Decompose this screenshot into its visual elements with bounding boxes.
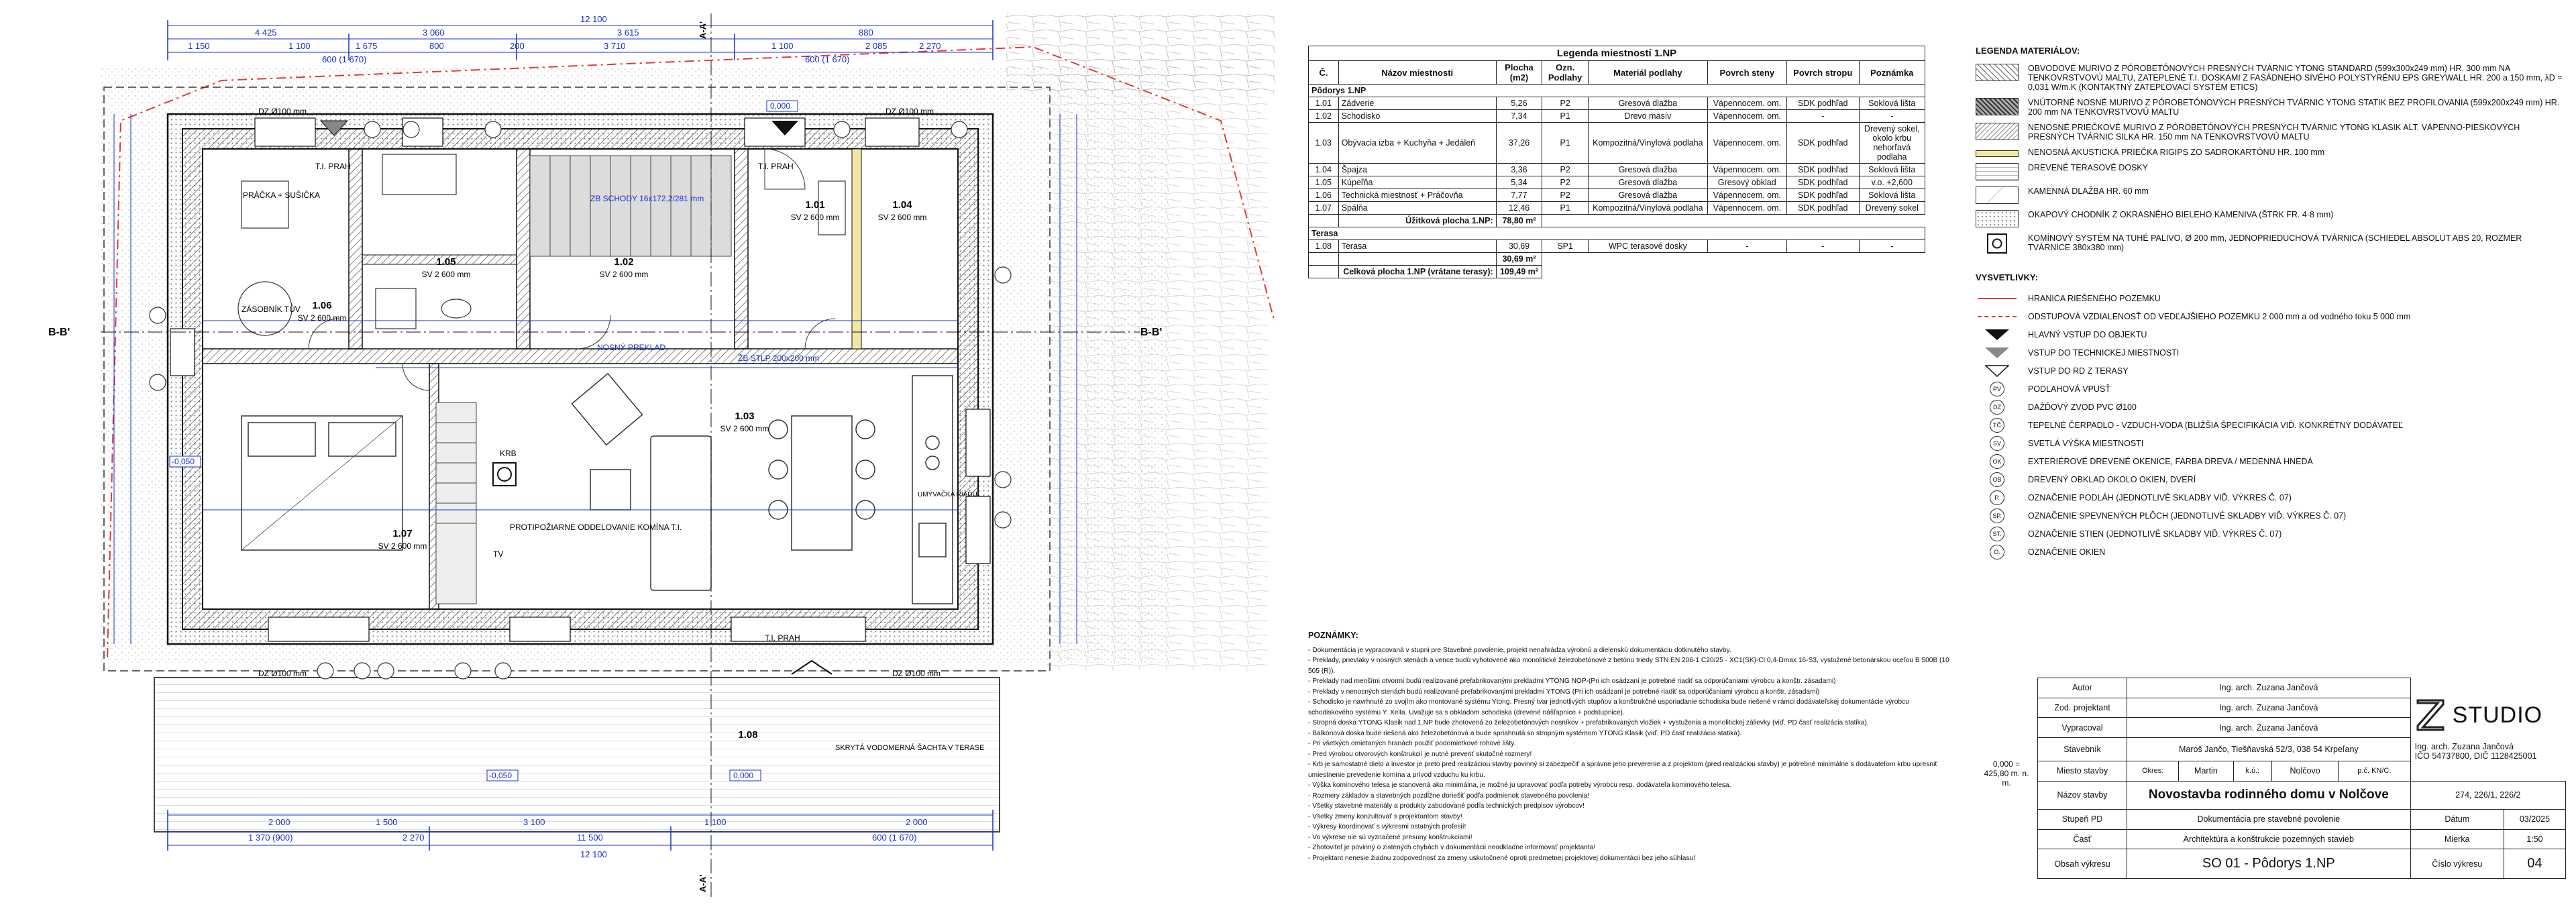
annotation-washer: PRÁČKA + SUŠIČKA — [243, 191, 321, 200]
room-number-1-06: 1.06 — [312, 300, 332, 311]
table-cell: P2 — [1542, 164, 1589, 176]
tb-value: 274, 226/1, 226/2 — [2410, 781, 2565, 809]
symbol-code-badge: DZ — [1990, 400, 2004, 415]
symbol-code-badge: TČ — [1990, 418, 2004, 433]
tech-entrance-icon — [1985, 347, 2009, 358]
section-mark-a-bottom: A-A' — [698, 874, 708, 892]
swatch-bearing-wall — [1976, 98, 2019, 115]
tb-value: Dokumentácia pre stavebné povolenie — [2127, 809, 2411, 829]
table-cell: v.o. +2,600 — [1859, 176, 1925, 189]
tb-label: Miesto stavby — [2038, 761, 2127, 782]
dim-text: 1 500 — [376, 817, 398, 827]
note-item: - Výška kominového telesa je stanovená ako minimálna, je možné ju upravovať podľa potreby výrobcu resp. dodávateľa kominového telesa. — [1308, 782, 1731, 789]
legend-item — [1976, 309, 2566, 325]
swatch-partition-wall — [1976, 123, 2019, 140]
legend-text: OBVODOVÉ MURIVO Z PÓROBETÓNOVÝCH PRESNÝCH TVÁRNIC YTONG STANDARD (599x300x249 mm) HR. 300 mm NA TENKOVRSTVOVÚ MALTU, ZATEPLENÉ T.I. DOSKAMI Z FASÁDNEHO SIVÉHO POLYSTYRÉNU EPS GREYWALL HR. 200 a 150 mm, λD = 0,031 W/m.K (KONTAKTNÝ ZATEPĽOVACÍ SYSTÉM ETICS) — [2028, 64, 2563, 92]
room-number-1-07: 1.07 — [392, 528, 413, 539]
annotation-downpipe: DZ Ø100 mm — [258, 669, 307, 678]
studio-logo — [2410, 678, 2565, 782]
section-mark-b-right: B-B' — [1140, 327, 1163, 338]
table-cell: Schodisko — [1338, 110, 1496, 123]
materials-title: LEGENDA MATERIÁLOV: — [1976, 46, 2080, 56]
table-cell: Soklová lišta — [1859, 97, 1925, 110]
dim-text: 4 425 — [255, 28, 277, 38]
note-item: - Dokumentácia je vypracovaná v stupni pre Stavebné povolenie, projekt nenahrádza výrobnú a dielenskú dokumentáciu dotknutého stavby. — [1308, 646, 1731, 654]
dim-text: 1 370 (900) — [248, 833, 293, 843]
annotation-threshold: T.I. PRAH — [765, 633, 800, 643]
note-item: - Projektant nenesie žiadnu zodpovednosť za zmeny uskutočnené oproti predmetnej projektovej dokumentácii bez jeho súhlasu! — [1308, 854, 1695, 862]
legend-item — [1976, 210, 2566, 227]
legend-item — [1976, 163, 2566, 180]
legend-text: NENOSNÁ AKUSTICKÁ PRIEČKA RIGIPS ZO SADROKARTÓNU HR. 100 mm — [2028, 148, 2325, 157]
tb-label: Dátum — [2410, 809, 2504, 829]
legend-text: PODLAHOVÁ VPUSŤ — [2028, 384, 2110, 394]
table-cell: SDK podhľad — [1786, 97, 1859, 110]
partition-wall — [349, 149, 362, 349]
legend-item — [1976, 490, 2566, 506]
note-item: - Vo výkrese nie sú vyznačené presuny konštrukciami! — [1308, 833, 1472, 841]
tb-label: Okres: — [2127, 761, 2179, 782]
legend-text: DREVENÝ OBKLAD OKOLO OKIEN, DVERÍ — [2028, 475, 2196, 484]
table-cell: Drevený sokel, okolo krbu nehorľavá podlaha — [1859, 123, 1925, 164]
tb-label: p.č. KN/C: — [2339, 761, 2411, 782]
sheet-content: SO 01 - Pôdorys 1.NP — [2127, 849, 2411, 879]
col-header: Povrch stropu — [1786, 61, 1859, 85]
table-cell: Drevo masív — [1589, 110, 1708, 123]
room-number-1-08: 1.08 — [738, 729, 758, 741]
tb-label: Zod. projektant — [2038, 698, 2127, 718]
table-cell: Obývacia izba + Kuchyňa + Jedáleň — [1338, 123, 1496, 164]
table-cell: Zádverie — [1338, 97, 1496, 110]
dim-text: 600 (1 670) — [872, 833, 917, 843]
table-cell: SDK podhľad — [1786, 189, 1859, 202]
section-mark-a-top: A-A' — [698, 21, 708, 39]
col-header: Materiál podlahy — [1589, 61, 1708, 85]
annotation-downpipe: DZ Ø100 mm — [885, 107, 934, 116]
note-item: - Stropná doska YTONG Klasik nad 1.NP bude zhotovená zo železobetónových nosníkov + prefabrikovaných vložiek + vystuženia a monolitickej zálievky (viď. PD časť realizácia statika). — [1308, 719, 1869, 727]
legend-text: OZNAČENIE STIEN (JEDNOTLIVÉ SKLADBY VIĎ. VÝKRES Č. 07) — [2028, 529, 2282, 539]
legend-item — [1976, 453, 2566, 470]
level-marker: 0,000 — [770, 101, 791, 111]
legend-item — [1976, 123, 2566, 142]
symbol-code-badge: SV — [1990, 436, 2004, 451]
tb-value: Ing. arch. Zuzana Jančová — [2127, 698, 2411, 718]
note-item: - Krb je samostatné dielo a investor je preto pred realizáciou stavby povinný si zabezpečiť a správne jeho preverenie a z projektom (pred realizáciou stavby) je potrebné minimálne s dodávateľom krbu upresniť umiestnenie prevedenie komína a prívod vzduchu ku krbu. — [1308, 761, 1938, 779]
annotation-water-meter: SKRYTÁ VODOMERNÁ ŠACHTA V TERASE — [835, 744, 985, 752]
col-header: Povrch steny — [1707, 61, 1786, 85]
level-marker: 0,000 — [733, 771, 754, 780]
total-value: 109,49 m² — [1496, 266, 1542, 278]
dim-text: 1 100 — [288, 41, 311, 51]
tb-label: Stupeň PD — [2038, 809, 2127, 829]
notes-title: POZNÁMKY: — [1308, 631, 1358, 640]
legend-text: VSTUP DO TECHNICKEJ MIESTNOSTI — [2028, 348, 2180, 358]
partition-wall — [517, 149, 530, 349]
note-item: - Pri všetkých omietaných hranách použiť podomietkové rohové lišty. — [1308, 740, 1516, 747]
table-cell: P1 — [1542, 123, 1589, 164]
dim-text: 2 000 — [906, 817, 928, 827]
title-block — [1976, 678, 2566, 879]
table-cell: Drevený sokel — [1859, 202, 1925, 215]
table-cell: WPC terasové dosky — [1589, 240, 1708, 253]
table-cell: 1.06 — [1309, 189, 1339, 202]
annotation-threshold: T.I. PRAH — [315, 162, 351, 171]
tb-label: Stavebník — [2038, 737, 2127, 761]
annotation-lintel: NOSNÝ PREKLAD — [597, 343, 666, 352]
level-marker: -0,050 — [489, 771, 513, 780]
partition-wall — [735, 149, 748, 349]
table-cell: Vápennocem. om. — [1707, 189, 1786, 202]
tb-value: Maroš Jančo, Tiešňavská 52/3, 038 54 Krpeľany — [2127, 737, 2411, 761]
table-cell: SDK podhľad — [1786, 164, 1859, 176]
swatch-gravel — [1976, 210, 2019, 227]
note-item: - Preklady v nenosných stenách budú realizované prefabrikovanými prekladmi YTONG (Pri ich osádzaní je potrebné riadiť sa odporúčaniami výrobcu a konštr. zásadami) — [1308, 688, 1820, 696]
table-cell: 5,26 — [1496, 97, 1542, 110]
legend-item — [1976, 435, 2566, 451]
table-row — [1309, 164, 1925, 176]
symbol-code-badge: O. — [1990, 545, 2004, 559]
table-cell: Vápennocem. om. — [1707, 110, 1786, 123]
logo-text: STUDIO — [2452, 702, 2543, 728]
table-cell: Terasa — [1338, 240, 1496, 253]
table-cell: P1 — [1542, 110, 1589, 123]
legend-item — [1976, 472, 2566, 488]
legend-text: HRANICA RIEŠENÉHO POZEMKU — [2028, 294, 2161, 303]
table-cell: P2 — [1542, 189, 1589, 202]
section-mark-b-left: B-B' — [48, 327, 70, 338]
table-cell: 3,36 — [1496, 164, 1542, 176]
table-cell: 1.07 — [1309, 202, 1339, 215]
dim-text: 2 000 — [268, 817, 290, 827]
total-label: Celková plocha 1.NP (vrátane terasy): — [1338, 266, 1496, 278]
annotation-fireplace: KRB — [500, 449, 517, 458]
dim-text: 1 150 — [188, 41, 210, 51]
dim-text: 800 — [429, 41, 444, 51]
legend-item — [1976, 381, 2566, 397]
z-logo-icon — [2415, 698, 2446, 733]
room-legend-table — [1308, 46, 1925, 278]
legend-item — [1976, 544, 2566, 560]
table-cell: Spálňa — [1338, 202, 1496, 215]
note-item: - Zhotoviteľ je povinný o zistených chybách v dokumentácii neodkladne informovať projektanta! — [1308, 844, 1596, 851]
terrace-sum: 30,69 m² — [1496, 253, 1542, 266]
table-cell: SDK podhľad — [1786, 202, 1859, 215]
table-cell: SDK podhľad — [1786, 123, 1859, 164]
room-number-1-01: 1.01 — [805, 199, 825, 211]
table-cell: Gresová dlažba — [1589, 164, 1708, 176]
table-cell: Kompozitná/Vinylová podlaha — [1589, 123, 1708, 164]
legend-item — [1976, 417, 2566, 433]
tb-value: Ing. arch. Zuzana Jančová — [2127, 718, 2411, 738]
legend-item — [1976, 508, 2566, 524]
annotation-downpipe: DZ Ø100 mm — [258, 107, 307, 116]
legend-text: VNÚTORNÉ NOSNÉ MURIVO Z PÓROBETÓNOVÝCH PRESNÝCH TVÁRNIC YTONG STATIK BEZ PROFILOVANIA (599x200x249 mm) HR. 200 mm NA TENKOVRSTVOVÚ MALTU — [2028, 98, 2560, 117]
tb-label: k.ú.: — [2233, 761, 2272, 782]
col-header: Poznámka — [1859, 61, 1925, 85]
tb-label: Mierka — [2410, 829, 2504, 849]
dim-text: 3 100 — [523, 817, 545, 827]
table-cell: - — [1786, 240, 1859, 253]
symbol-code-badge: SP. — [1990, 508, 2004, 523]
tb-value: 1:50 — [2504, 829, 2565, 849]
table-row — [1309, 97, 1925, 110]
dim-text: 3 060 — [423, 28, 445, 38]
dim-text: 600 (1 670) — [322, 54, 367, 64]
table-cell: Kompozitná/Vinylová podlaha — [1589, 202, 1708, 215]
legend-panel — [1976, 46, 2566, 562]
legend-item — [1976, 233, 2566, 254]
section-header: Terasa — [1309, 227, 1925, 240]
legend-text: KOMÍNOVÝ SYSTÉM NA TUHÉ PALIVO, Ø 200 mm, JEDNOPRIEDUCHOVÁ TVÁRNICA (SCHIEDEL ABSOLUT ABS 20, ROZMER TVÁRNICE 380x380 mm) — [2028, 233, 2522, 252]
annotation-column: ŽB STLP 200x200 mm — [738, 354, 820, 363]
table-cell: P1 — [1542, 202, 1589, 215]
swatch-external-wall — [1976, 64, 2019, 81]
symbols-title: VYSVETLIVKY: — [1976, 272, 2038, 282]
internal-bearing-wall — [203, 349, 958, 364]
note-item: - Všetky stavebné materiály a produkty zabudované podľa technických predpisov výrobcov! — [1308, 802, 1585, 810]
table-row — [1309, 123, 1925, 164]
table-cell: 5,34 — [1496, 176, 1542, 189]
legend-text: OZNAČENIE PODLÁH (JEDNOTLIVÉ SKLADBY VIĎ. VÝKRES Č. 07) — [2028, 493, 2292, 502]
room-height-1-07: SV 2 600 mm — [378, 541, 427, 551]
tb-value: Martin — [2179, 761, 2233, 782]
annotation-water-heater: ZÁSOBNÍK TÚV — [241, 305, 301, 314]
table-cell: 1.04 — [1309, 164, 1339, 176]
table-cell: 12,46 — [1496, 202, 1542, 215]
stone-paving-east — [1046, 54, 1268, 671]
legend-item — [1976, 345, 2566, 361]
dim-text: 200 — [510, 41, 525, 51]
symbol-code-badge: P. — [1990, 490, 2004, 505]
room-table-title: Legenda miestností 1.NP — [1309, 46, 1925, 61]
legend-text: OZNAČENIE SPEVNENÝCH PLÔCH (JEDNOTLIVÉ SKLADBY VIĎ. VÝKRES Č. 07) — [2028, 511, 2347, 521]
room-number-1-05: 1.05 — [436, 256, 456, 268]
tb-label: Autor — [2038, 678, 2127, 698]
sum-value: 78,80 m² — [1496, 215, 1542, 227]
legend-text: TEPELNÉ ČERPADLO - VZDUCH-VODA (BLIŽŠIA ŠPECIFIKÁCIA VIĎ. KONKRÉTNY DODÁVATEĽ — [2028, 421, 2403, 430]
legend-item — [1976, 186, 2566, 204]
table-cell: SDK podhľad — [1786, 176, 1859, 189]
col-header: Názov miestnosti — [1338, 61, 1496, 85]
tb-value: Ing. arch. Zuzana Jančová — [2127, 678, 2411, 698]
note-item: - Rozmery základov a stavebných pozdĺžne doriešiť podľa podmienok stavebného povolenia! — [1308, 792, 1590, 800]
tb-label: Názov stavby — [2038, 781, 2127, 809]
elevation-note: 0,000 = 425,80 m. n. m. — [1984, 759, 2029, 788]
swatch-stone-paving — [1976, 186, 2019, 204]
table-cell: - — [1859, 110, 1925, 123]
legend-item — [1976, 290, 2566, 307]
table-cell: Vápennocem. om. — [1707, 97, 1786, 110]
swatch-gypsum-partition — [1976, 150, 2019, 157]
table-cell: Vápennocem. om. — [1707, 123, 1786, 164]
table-cell: Špajza — [1338, 164, 1496, 176]
col-header: Č. — [1309, 61, 1339, 85]
tb-value: Architektúra a konštrukcie pozemných stavieb — [2127, 829, 2411, 849]
gypsum-partition — [852, 149, 861, 349]
table-row — [1309, 110, 1925, 123]
main-entrance-icon — [1985, 329, 2009, 340]
symbol-code-badge: ST. — [1990, 527, 2004, 541]
terrace-entrance-icon — [1985, 365, 2009, 377]
table-cell: Gresová dlažba — [1589, 97, 1708, 110]
dim-text: 1 100 — [704, 817, 727, 827]
tb-value: Nolčovo — [2272, 761, 2339, 782]
dim-text: 1 100 — [771, 41, 794, 51]
notes-panel — [1308, 631, 1952, 863]
room-height-1-01: SV 2 600 mm — [790, 213, 840, 222]
table-row — [1309, 189, 1925, 202]
legend-item — [1976, 363, 2566, 379]
dim-text: 3 615 — [617, 28, 639, 38]
table-cell: 1.08 — [1309, 240, 1339, 253]
fireplace — [493, 463, 516, 486]
note-item: - Preklady, prievlaky v nosných stenách a vence budú vyhotovené ako monolitické železobetónové z betónu triedy STN EN 206-1 C20/25 - XC1(SK)-Cl 0,4-Dmax 16-S3, vystužené betonárskou oceľou B 500B (10 505 (R)). — [1308, 657, 1949, 675]
tb-label: Časť — [2038, 829, 2127, 849]
table-cell: 1.02 — [1309, 110, 1339, 123]
legend-text: HLAVNÝ VSTUP DO OBJEKTU — [2028, 330, 2147, 339]
table-cell: 1.01 — [1309, 97, 1339, 110]
dim-total-top: 12 100 — [580, 14, 607, 24]
table-row — [1309, 202, 1925, 215]
dim-text: 11 500 — [577, 833, 603, 843]
table-cell: 1.03 — [1309, 123, 1339, 164]
col-header: Plocha (m2) — [1496, 61, 1542, 85]
legend-item — [1976, 399, 2566, 415]
note-item: - Balkónová doska bude riešená ako železobetónová a bude spriahnutá so stropným systémom YTONG Klasik (viď. PD časť realizácia statika). — [1308, 729, 1742, 737]
table-cell: - — [1859, 240, 1925, 253]
legend-text: DREVENÉ TERASOVÉ DOSKY — [2028, 163, 2148, 172]
tb-label: Obsah výkresu — [2038, 849, 2127, 879]
table-cell: Kúpeľňa — [1338, 176, 1496, 189]
note-item: - Schodisko je navrhnuté zo svojím ako montované systému Ytong. Presný tvar jednotlivých stupňov a konštrukčné usporiadanie schodiska bude riešené v rámci dodávateľskej dokumentácie výrobcu schodiskového systému Y. Xella. Uvažuje sa s obkladom schodiska (drevené nášľapnice + podstupnice). — [1308, 698, 1909, 716]
room-number-1-02: 1.02 — [614, 256, 634, 268]
dim-text: 2 270 — [919, 41, 941, 51]
legend-text: NENOSNÉ PRIEČKOVÉ MURIVO Z PÓROBETÓNOVÝCH PRESNÝCH TVÁRNIC YTONG KLASIK ALT. VÁPENNO-PIESKOVÝCH PRESNÝCH TVÁRNIC SILKA HR. 150 mm NA TENKOVRSTVOVÚ MALTU — [2028, 123, 2520, 142]
note-item: - Pred výrobou otvorových konštrukcií je nutné preveriť skutočné rozmery! — [1308, 750, 1532, 758]
col-header: Ozn. Podlahy — [1542, 61, 1589, 85]
legend-text: SVETLÁ VÝŠKA MIESTNOSTI — [2028, 439, 2144, 448]
legend-item — [1976, 148, 2566, 157]
boundary-line-icon — [1978, 298, 2017, 299]
room-height-1-06: SV 2 600 mm — [297, 313, 347, 323]
table-cell: - — [1786, 110, 1859, 123]
sheet-number: 04 — [2504, 849, 2565, 879]
table-cell: 37,26 — [1496, 123, 1542, 164]
legend-text: OZNAČENIE OKIEN — [2028, 547, 2106, 557]
room-height-1-05: SV 2 600 mm — [421, 270, 471, 279]
table-cell: Soklová lišta — [1859, 189, 1925, 202]
note-item: - Všetky zmeny konzultovať s projektantom stavby! — [1308, 812, 1462, 820]
dim-text: 880 — [859, 28, 873, 38]
symbol-code-badge: PV — [1990, 382, 2004, 396]
legend-text: EXTERIÉROVÉ DREVENÉ OKENICE, FARBA DREVA / MEDENNÁ HNEDÁ — [2028, 457, 2313, 466]
table-cell: 7,34 — [1496, 110, 1542, 123]
room-height-1-03: SV 2 600 mm — [720, 424, 769, 433]
dim-text: 2 085 — [865, 41, 888, 51]
annotation-fire-separation: PROTIPOŽIARNE ODDELOVANIE KOMÍNA T.I. — [510, 523, 682, 532]
dim-text: 3 710 — [604, 41, 626, 51]
annotation-dishwasher: UMÝVAČKA RIADU — [918, 491, 977, 498]
note-item: - Preklady nad menšími otvormi budú realizované prefabrikovanými prekladmi YTONG NOP-(Pri ich osádzaní je potrebné riadiť sa odporúčaniami výrobcu a konštr. zásadami) — [1308, 678, 1836, 685]
firm-name: Ing. arch. Zuzana Jančová — [2414, 742, 2514, 752]
legend-item — [1976, 327, 2566, 343]
tb-label: Vypracoval — [2038, 718, 2127, 738]
dim-text: 1 675 — [356, 41, 378, 51]
setback-line-icon — [1978, 316, 2017, 317]
room-number-1-03: 1.03 — [735, 411, 755, 422]
annotation-stairs: ZB SCHODY 16x172,2/281 mm — [590, 194, 704, 203]
table-cell: Vápennocem. om. — [1707, 202, 1786, 215]
chimney-icon — [1987, 233, 2007, 254]
symbol-code-badge: OK — [1990, 454, 2004, 469]
annotation-tv: TV — [493, 549, 504, 559]
dim-text: 2 270 — [402, 833, 425, 843]
table-cell: Vápennocem. om. — [1707, 164, 1786, 176]
section-header: Pôdorys 1.NP — [1309, 85, 1925, 97]
tb-label: Číslo výkresu — [2410, 849, 2504, 879]
table-row — [1309, 176, 1925, 189]
level-marker: -0,050 — [172, 457, 195, 466]
table-cell: 7,77 — [1496, 189, 1542, 202]
sum-label: Úžitková plocha 1.NP: — [1338, 215, 1496, 227]
table-cell: Gresová dlažba — [1589, 176, 1708, 189]
legend-text: VSTUP DO RD Z TERASY — [2028, 366, 2129, 376]
table-cell: P2 — [1542, 97, 1589, 110]
table-cell: Soklová lišta — [1859, 164, 1925, 176]
annotation-threshold: T.I. PRAH — [758, 162, 794, 171]
swatch-decking — [1976, 163, 2019, 180]
legend-item — [1976, 64, 2566, 92]
table-cell: Technická miestnosť + Práčovňa — [1338, 189, 1496, 202]
tb-value: 03/2025 — [2504, 809, 2565, 829]
table-cell: SP1 — [1542, 240, 1589, 253]
legend-text: KAMENNÁ DLAŽBA HR. 60 mm — [2028, 186, 2149, 196]
table-cell: - — [1707, 240, 1786, 253]
room-height-1-02: SV 2 600 mm — [599, 270, 649, 279]
terrace-deck — [154, 678, 1000, 832]
table-cell: 30,69 — [1496, 240, 1542, 253]
table-cell: Gresový obklad — [1707, 176, 1786, 189]
dim-total-bottom: 12 100 — [580, 849, 607, 859]
symbol-code-badge: OB — [1990, 472, 2004, 487]
legend-item — [1976, 526, 2566, 542]
table-cell: 1.05 — [1309, 176, 1339, 189]
room-number-1-04: 1.04 — [892, 199, 912, 211]
note-item: - Výkresy koordinovať s výkresmi ostatných profesií! — [1308, 823, 1466, 830]
legend-item — [1976, 98, 2566, 117]
dim-text: 600 (1 670) — [805, 54, 850, 64]
firm-ids: IČO 54737800, DIČ 1128425001 — [2414, 751, 2537, 761]
table-cell: Gresová dlažba — [1589, 189, 1708, 202]
room-height-1-04: SV 2 600 mm — [877, 213, 927, 222]
annotation-downpipe: DZ Ø100 mm — [892, 669, 941, 678]
table-cell: P2 — [1542, 176, 1589, 189]
legend-text: DAŽĎOVÝ ZVOD PVC Ø100 — [2028, 403, 2137, 412]
project-name: Novostavba rodinného domu v Nolčove — [2127, 781, 2411, 809]
table-row — [1309, 240, 1925, 253]
legend-text: ODSTUPOVÁ VZDIALENOSŤ OD VEDĽAJŠIEHO POZEMKU 2 000 mm a od vodného toku 5 000 mm — [2028, 312, 2411, 321]
legend-text: OKAPOVÝ CHODNÍK Z OKRASNÉHO BIELEHO KAMENIVA (ŠTRK FR. 4-8 mm) — [2028, 210, 2334, 219]
